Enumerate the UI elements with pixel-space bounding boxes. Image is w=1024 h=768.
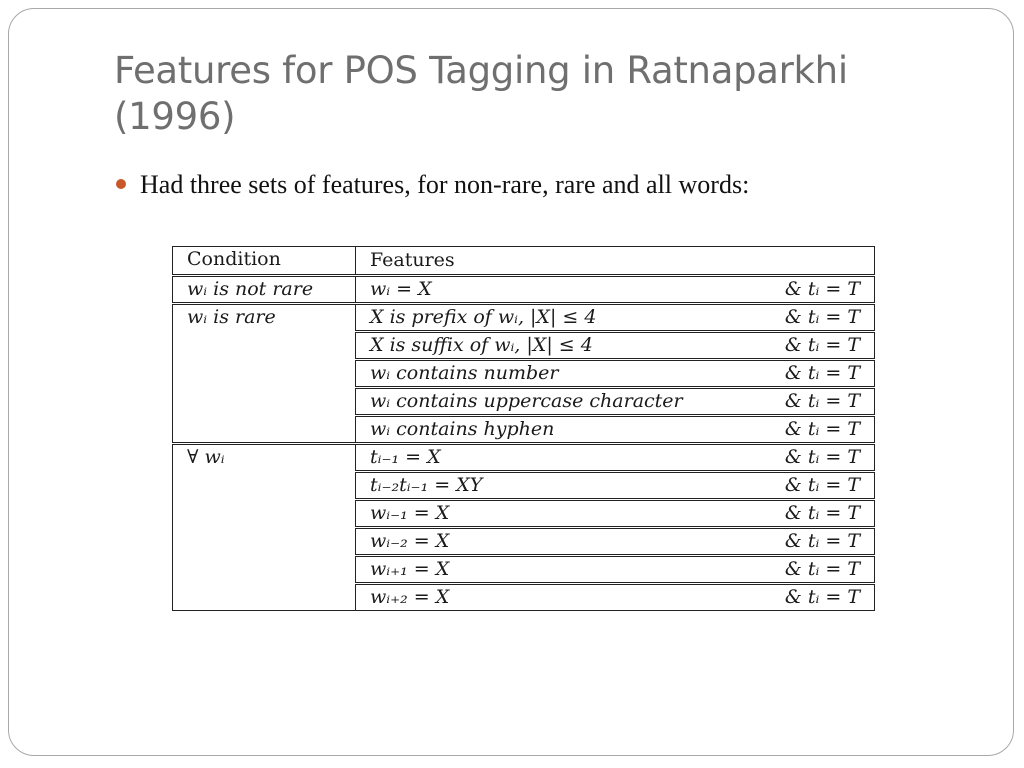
tag-condition-text: & tᵢ = T [784,306,860,328]
tag-condition-text: & tᵢ = T [784,586,860,608]
feature-cell [356,332,875,360]
feature-cell [356,276,875,304]
feature-cell [356,416,875,444]
feature-text: wᵢ contains uppercase character [370,390,683,412]
tag-condition-text: & tᵢ = T [784,362,860,384]
feature-text: tᵢ₋₁ = X [370,446,441,468]
feature-cell [356,444,875,472]
feature-text: wᵢ₋₂ = X [370,530,450,552]
condition-cell: wᵢ is rare [173,304,356,444]
feature-text: wᵢ₊₂ = X [370,586,450,608]
bullet-text: Had three sets of features, for non-rare, rare and all words: [140,170,750,199]
feature-cell [356,584,875,611]
feature-text: wᵢ₋₁ = X [370,502,450,524]
table-row [173,276,875,304]
feature-cell [356,360,875,388]
tag-condition-text: & tᵢ = T [784,474,860,496]
table-group [173,276,875,304]
feature-text: tᵢ₋₂tᵢ₋₁ = XY [370,474,483,496]
feature-cell [356,472,875,500]
header-features: Features [356,247,875,276]
condition-cell: wᵢ is not rare [173,276,356,304]
table-group [173,304,875,444]
feature-text: X is suffix of wᵢ, |X| ≤ 4 [370,334,593,356]
table-row [173,444,875,472]
feature-text: wᵢ contains number [370,362,559,384]
table-row [173,304,875,332]
tag-condition-text: & tᵢ = T [784,446,860,468]
slide-title: Features for POS Tagging in Ratnaparkhi (1996) [114,49,848,138]
tag-condition-text: & tᵢ = T [784,418,860,440]
tag-condition-text: & tᵢ = T [784,390,860,412]
feature-text: wᵢ contains hyphen [370,418,555,440]
feature-cell [356,528,875,556]
feature-cell [356,304,875,332]
bullet-dot-icon [116,179,126,189]
condition-cell: ∀ wᵢ [173,444,356,611]
tag-condition-text: & tᵢ = T [784,502,860,524]
feature-cell [356,388,875,416]
feature-text: wᵢ = X [370,278,432,300]
tag-condition-text: & tᵢ = T [784,530,860,552]
tag-condition-text: & tᵢ = T [784,558,860,580]
feature-cell [356,556,875,584]
tag-condition-text: & tᵢ = T [784,278,860,300]
header-condition: Condition [173,247,356,276]
feature-text: wᵢ₊₁ = X [370,558,450,580]
table-header-row [173,247,875,276]
table-group [173,444,875,611]
features-table [172,246,875,611]
feature-cell [356,500,875,528]
feature-text: X is prefix of wᵢ, |X| ≤ 4 [370,306,597,328]
bullet-item [116,170,749,200]
tag-condition-text: & tᵢ = T [784,334,860,356]
